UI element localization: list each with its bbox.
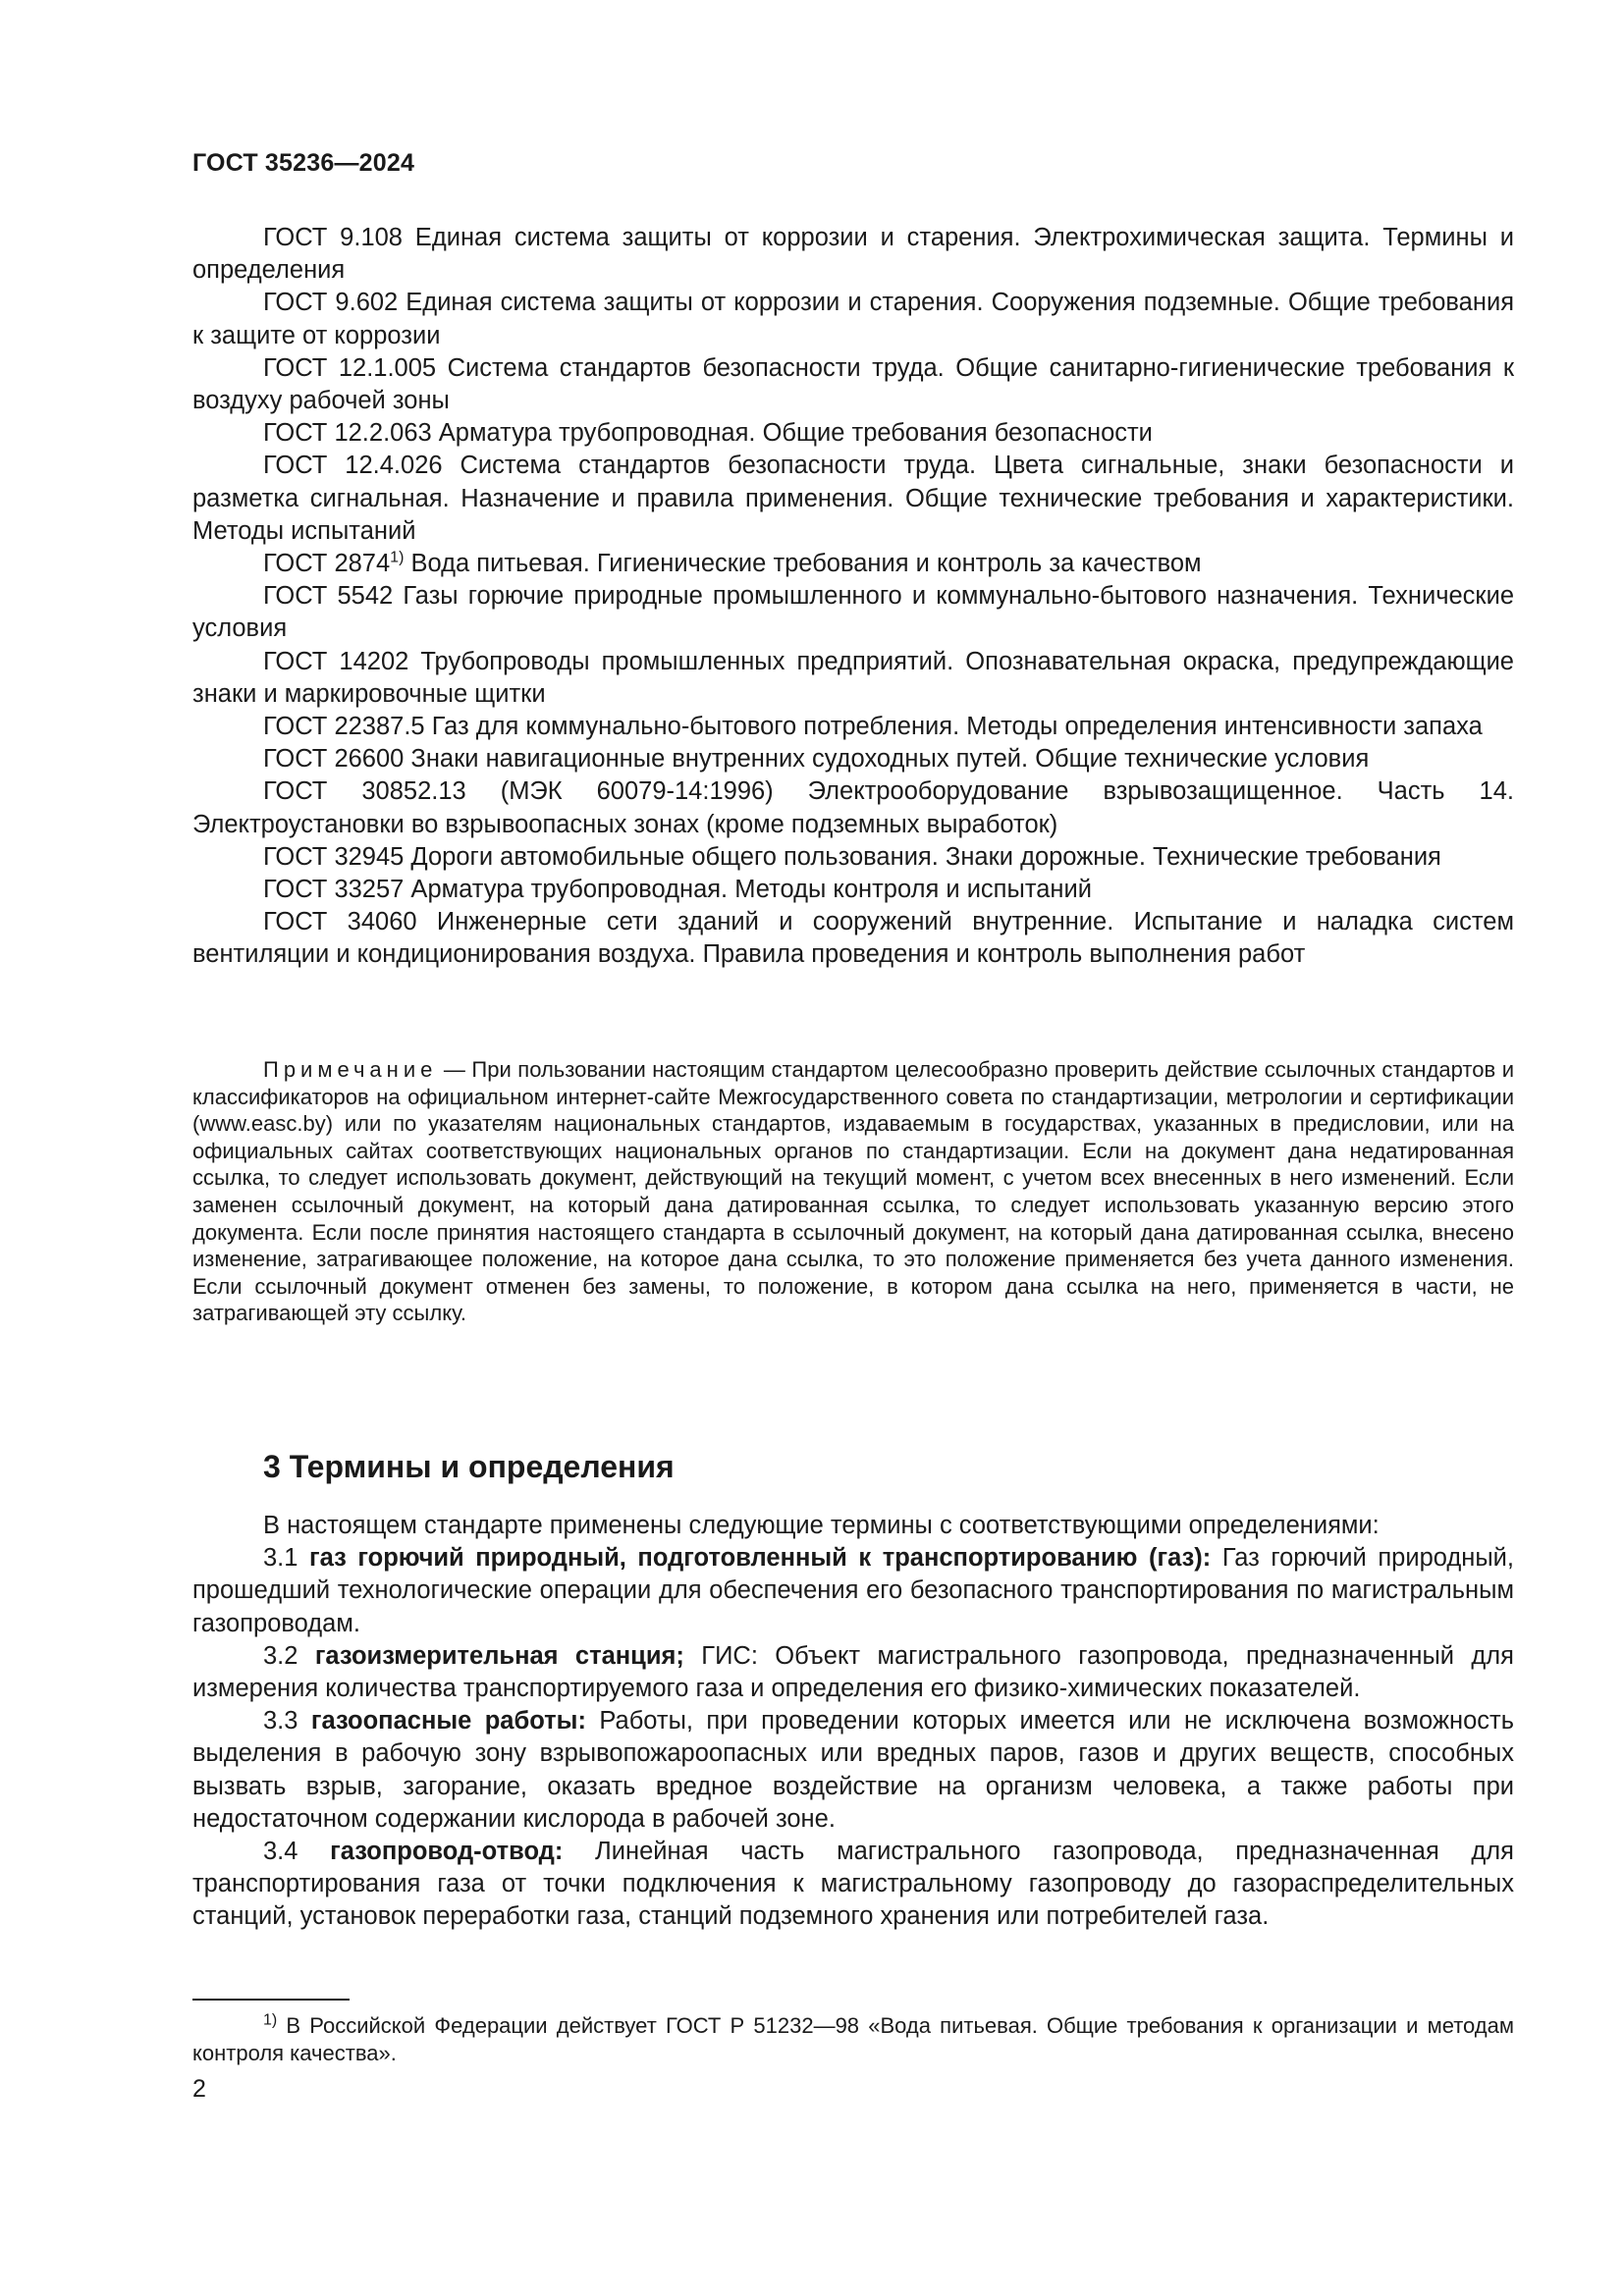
reference-item: ГОСТ 34060 Инженерные сети зданий и сооружений внутренние. Испытание и наладка систем вентиляции и кондиционирования воздуха. Правила проведения и контроль выполнения работ [192, 908, 1514, 969]
term-entry [192, 1705, 1514, 1836]
term-entry [192, 1542, 1514, 1640]
footnote-mark: 1) [263, 2011, 278, 2029]
footnote [192, 2012, 1514, 2067]
reference-item: ГОСТ 33257 Арматура трубопроводная. Методы контроля и испытаний [263, 876, 1092, 904]
normative-references-list [192, 222, 1514, 972]
page-number: 2 [192, 2075, 206, 2103]
term-definition: Работы, при проведении которых имеется или не исключена возможность выделения в рабочую зону взрывопожароопасных или вредных паров, газов и других веществ, способных вызвать взрыв, загорание, оказать вредное воздействие на организм человека, а также работы при недостаточном содержании кислорода в рабочей зоне. [192, 1707, 1514, 1833]
reference-item: ГОСТ 26600 Знаки навигационные внутренних судоходных путей. Общие технические условия [263, 745, 1370, 774]
term-name: газоизмерительная станция; [314, 1641, 684, 1670]
reference-item: ГОСТ 5542 Газы горючие природные промышленного и коммунально-бытового назначения. Технические условия [192, 582, 1514, 643]
reference-item [192, 548, 1514, 580]
term-name: газопровод-отвод: [330, 1838, 564, 1866]
term-number: 3.2 [263, 1641, 315, 1670]
reference-item: ГОСТ 12.1.005 Система стандартов безопасности труда. Общие санитарно-гигиенические требования к воздуху рабочей зоны [192, 353, 1514, 415]
reference-item: ГОСТ 12.4.026 Система стандартов безопасности труда. Цвета сигнальные, знаки безопасности и разметка сигнальная. Назначение и правила применения. Общие технические требования и характеристики. Методы испытаний [192, 452, 1514, 545]
term-number: 3.4 [263, 1838, 331, 1866]
note-paragraph [192, 1056, 1514, 1327]
term-name: газоопасные работы: [310, 1707, 586, 1735]
reference-item: ГОСТ 9.108 Единая система защиты от коррозии и старения. Электрохимическая защита. Термины и определения [192, 224, 1514, 285]
reference-item: ГОСТ 14202 Трубопроводы промышленных предприятий. Опознавательная окраска, предупреждающие знаки и маркировочные щитки [192, 647, 1514, 708]
footnote-divider [192, 1999, 350, 2001]
note-label: Примечание [263, 1057, 438, 1082]
reference-item: ГОСТ 32945 Дороги автомобильные общего пользования. Знаки дорожные. Технические требования [263, 842, 1441, 871]
term-definition: Газ горючий природный, прошедший технологические операции для обеспечения его безопасного транспортирования по магистральным газопроводам. [192, 1544, 1514, 1637]
reference-item: ГОСТ 9.602 Единая система защиты от коррозии и старения. Сооружения подземные. Общие требования к защите от коррозии [192, 289, 1514, 349]
note-text: — При пользовании настоящим стандартом целесообразно проверить действие ссылочных стандартов и классификаторов на официальном интернет-сайте Межгосударственного совета по стандартизации, метрологии и сертификации (www.easc.by) или по указателям национальных стандартов, издаваемым в государствах, указанных в предисловии, или на официальных сайтах соответствующих национальных органов по стандартизации. Если на документ дана недатированная ссылка, то следует использовать документ, действующий на текущий момент, с учетом всех внесенных в него изменений. Если заменен ссылочный документ, на который дана датированная ссылка, то следует использовать указанную версию этого документа. Если после принятия настоящего стандарта в ссылочный документ, на который дана датированная ссылка, внесено изменение, затрагивающее положение, на которое дана ссылка, то это положение применяется без учета данного изменения. Если ссылочный документ отменен без замены, то положение, в котором дана ссылка на него, применяется в части, не затрагивающей эту ссылку. [192, 1057, 1514, 1326]
terms-section [192, 1510, 1514, 1934]
term-entry [192, 1640, 1514, 1705]
section-intro: В настоящем стандарте применены следующие термины с соответствующими определениями: [263, 1512, 1380, 1539]
reference-item: ГОСТ 30852.13 (МЭК 60079-14:1996) Электрооборудование взрывозащищенное. Часть 14. Электроустановки во взрывоопасных зонах (кроме подземных выработок) [192, 777, 1514, 838]
section-title: 3 Термины и определения [263, 1449, 675, 1484]
term-number: 3.1 [263, 1544, 309, 1573]
reference-code: ГОСТ 2874 [263, 550, 391, 578]
term-number: 3.3 [263, 1707, 311, 1735]
term-definition: Линейная часть магистрального газопровода, предназначенная для транспортирования газа от точки подключения к магистральному газопроводу до газораспределительных станций, установок переработки газа, станций подземного хранения или потребителей газа. [192, 1838, 1514, 1931]
term-entry [192, 1836, 1514, 1934]
term-name: газ горючий природный, подготовленный к транспортированию (газ): [309, 1544, 1212, 1573]
document-header: ГОСТ 35236—2024 [192, 149, 415, 177]
reference-title: Вода питьевая. Гигиенические требования и контроль за качеством [404, 550, 1202, 578]
reference-item: ГОСТ 12.2.063 Арматура трубопроводная. Общие требования безопасности [263, 419, 1153, 448]
footnote-text: В Российской Федерации действует ГОСТ Р 51232—98 «Вода питьевая. Общие требования к организации и методам контроля качества». [192, 2013, 1514, 2065]
term-definition: ГИС: Объект магистрального газопровода, предназначенный для измерения количества транспортируемого газа и определения его физико-химических показателей. [192, 1641, 1514, 1703]
reference-item: ГОСТ 22387.5 Газ для коммунально-бытового потребления. Методы определения интенсивности запаха [263, 713, 1483, 741]
footnote-reference: 1) [390, 549, 405, 566]
